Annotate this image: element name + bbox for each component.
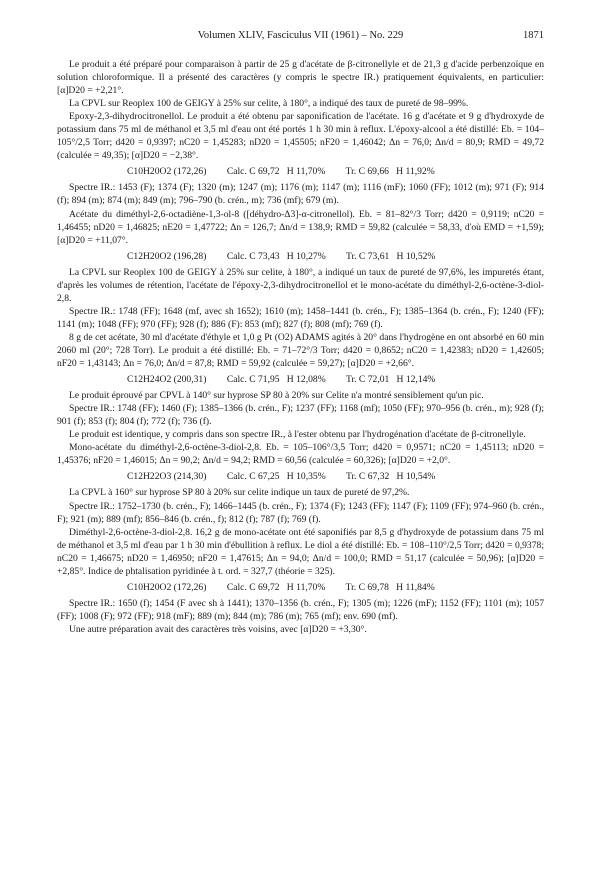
- paragraph: Mono-acétate du diméthyl-2,6-octène-3-diol-2,8. Eb. = 105–106°/3,5 Torr; d420 = 0,9571; nC20 = 1,45113; nD20 = 1,45376; nF20 = 1,46015; Δn = 90,2; Δn/d = 94,2; RMD = 60,56 (calculée = 60,326); [α]D20 = +2,0°.: [57, 442, 544, 467]
- paragraph: 8 g de cet acétate, 30 ml d'acétate d'éthyle et 1,0 g Pt (O2) ADAMS agités à 20° dans l'hydrogène en ont absorbé en 60 min 2060 ml (20°; 728 Torr). Le produit a été distillé: Eb. = 71–72°/3 Torr; d420 = 0,8652; nC20 = 1,42383; nD20 = 1,42605; nF20 = 1,43143; Δn = 76,0; Δn/d = 87,8; RMD = 59,92 (calculée = 59,27); [α]D20 = +2,66°.: [57, 331, 544, 370]
- calculated-carbon: Calc. C 69,72: [226, 581, 280, 593]
- molecular-formula: C10H20O2 (172,26): [127, 581, 207, 593]
- elemental-analysis: [57, 581, 544, 594]
- journal-header-title: Volumen XLIV, Fasciculus VII (1961) – No. 229: [197, 30, 404, 41]
- calculated-carbon: Calc. C 71,95: [226, 374, 280, 386]
- found-hydrogen: H 10,52%: [396, 250, 436, 262]
- paragraph: Le produit éprouvé par CPVL à 140° sur hyprose SP 80 à 20% sur Celite n'a montré sensiblement qu'un pic.: [69, 390, 484, 402]
- paragraph: Le produit est identique, y compris dans son spectre IR., à l'ester obtenu par l'hydrogénation d'acétate de β-citronellyle.: [69, 429, 526, 441]
- article-body: [57, 58, 544, 636]
- molecular-formula: C12H20O2 (196,28): [127, 250, 207, 262]
- page-number: 1871: [523, 30, 544, 41]
- found-hydrogen: H 12,14%: [396, 374, 436, 386]
- calculated-carbon: Calc. C 67,25: [226, 471, 280, 483]
- page-header: [57, 30, 544, 44]
- calculated-hydrogen: H 10,27%: [286, 250, 326, 262]
- found-hydrogen: H 11,92%: [396, 166, 435, 178]
- paragraph: Spectre IR.: 1650 (f); 1454 (F avec sh à 1441); 1370–1356 (b. crén., F); 1305 (m); 1226 (mF); 1152 (FF); 1101 (m); 1057 (FF); 1008 (F); 972 (FF); 918 (mF); 889 (m); 844 (m); 786 (m); 765 (mf); env. 690 (mf).: [57, 597, 544, 622]
- elemental-analysis: [57, 250, 544, 263]
- found-hydrogen: H 11,84%: [396, 581, 435, 593]
- paragraph: Spectre IR.: 1748 (FF); 1460 (F); 1385–1366 (b. crén., F); 1237 (FF); 1168 (mf); 1050 (FF); 970–956 (b. crén., m); 928 (f); 901 (f); 853 (f); 804 (f); 772 (f); 736 (f).: [57, 403, 544, 428]
- molecular-formula: C12H22O3 (214,30): [127, 471, 207, 483]
- found-carbon: Tr. C 69,66: [345, 166, 389, 178]
- calculated-carbon: Calc. C 73,43: [226, 250, 280, 262]
- calculated-hydrogen: H 11,70%: [286, 166, 326, 178]
- paragraph: Epoxy-2,3-dihydrocitronellol. Le produit a été obtenu par saponification de l'acétate. 16 g d'acétate et 9 g d'hydroxyde de potassium dans 75 ml de méthanol et 3,5 ml d'eau ont été portés 1 h 30 min à reflux. L'époxy-alcool a été distillé: Eb. = 104–105°/2,5 Torr; d420 = 0,9397; nC20 = 1,45283; nD20 = 1,45505; nF20 = 1,46042; Δn = 76,0; Δn/d = 80,9; RMD = 49,72 (calculée = 49,35); [α]D20 = −2,38°.: [57, 111, 544, 162]
- paragraph: Spectre IR.: 1453 (F); 1374 (F); 1320 (m); 1247 (m); 1176 (m); 1147 (m); 1116 (mF); 1060 (FF); 1012 (m); 971 (F); 914 (f); 894 (m); 874 (m); 849 (m); 796–790 (b. crén., m); 736 (mf); 679 (m).: [57, 182, 544, 207]
- paragraph: Acétate du diméthyl-2,6-octadiène-1,3-ol-8 ([déhydro-Δ3]-α-citronellol). Eb. = 81–82°/3 Torr; d420 = 0,9119; nC20 = 1,46455; nD20 = 1,46825; nE20 = 1,47722; Δn = 126,7; Δn/d = 138,9; RMD = 59,82 (calculée = 58,33, d'où EMD = +1,59); [α]D20 = +11,07°.: [57, 208, 544, 246]
- paragraph: Spectre IR.: 1752–1730 (b. crén., F); 1466–1445 (b. crén., F); 1374 (F); 1243 (FF); 1147 (F); 1109 (FF); 974–960 (b. crén., F); 921 (m); 889 (mf); 856–846 (b. crén., f); 812 (f); 787 (f); 769 (f).: [57, 500, 544, 525]
- paragraph: La CPVL à 160° sur hyprose SP 80 à 20% sur celite indique un taux de pureté de 97,2%.: [69, 487, 410, 499]
- found-carbon: Tr. C 67,32: [345, 471, 390, 483]
- calculated-hydrogen: H 11,70%: [286, 581, 326, 593]
- molecular-formula: C10H20O2 (172,26): [127, 166, 207, 178]
- found-carbon: Tr. C 69,78: [345, 581, 389, 593]
- found-carbon: Tr. C 73,61: [345, 250, 390, 262]
- paragraph: La CPVL sur Reoplex 100 de GEIGY à 25% sur celite, à 180°, a indiqué des taux de pureté de 98–99%.: [69, 98, 469, 110]
- calculated-carbon: Calc. C 69,72: [226, 166, 280, 178]
- elemental-analysis: [57, 373, 544, 386]
- calculated-hydrogen: H 10,35%: [286, 471, 326, 483]
- paragraph: Diméthyl-2,6-octène-3-diol-2,8. 16,2 g de mono-acétate ont été saponifiés par 8,5 g d'hydroxyde de potassium dans 75 ml de méthanol et 3,5 ml d'eau par 1 h 30 min d'ébullition à reflux. Le diol a été distillé: Eb. = 108–110°/2,5 Torr; d420 = 0,9378; nC20 = 1,46675; nD20 = 1,46950; nF20 = 1,47615; Δn = 94,0; Δn/d = 100,0; RMD = 51,17 (calculée = 50,96); [α]D20 = +2,85°. Indice de phtalisation pyridinée à t. ord. = 327,7 (théorie = 325).: [57, 526, 544, 577]
- molecular-formula: C12H24O2 (200,31): [127, 374, 207, 386]
- elemental-analysis: [57, 165, 544, 178]
- elemental-analysis: [57, 470, 544, 483]
- paragraph: Spectre IR.: 1748 (FF); 1648 (mf, avec sh 1652); 1610 (m); 1458–1441 (b. crén., F); 1385–1364 (b. crén., F); 1240 (FF); 1141 (m); 1048 (FF); 970 (FF); 928 (f); 886 (F): 853 (mf); 827 (f); 808 (mf); 769 (f).: [57, 305, 544, 330]
- paragraph: La CPVL sur Reoplex 100 de GEIGY à 25% sur celite, à 180°, a indiqué un taux de pureté de 97,6%, les impuretés étant, d'après les volumes de rétention, l'acétate de l'époxy-2,3-dihydrocitronellol et le mono-acétate du diméthyl-2,6-octène-3-diol-2,8.: [57, 266, 544, 304]
- paragraph: Le produit a été préparé pour comparaison à partir de 25 g d'acétate de β-citronellyle et de 21,3 g d'acide perbenzoïque en solution chloroformique. Il a présenté des caractères (y compris le spectre IR.) pratiquement équivalents, en particulier: [α]D20 = +2,21°.: [57, 59, 544, 97]
- calculated-hydrogen: H 12,08%: [286, 374, 326, 386]
- found-hydrogen: H 10,54%: [396, 471, 436, 483]
- found-carbon: Tr. C 72,01: [345, 374, 390, 386]
- paragraph: Une autre préparation avait des caractères très voisins, avec [α]D20 = +3,30°.: [69, 623, 367, 635]
